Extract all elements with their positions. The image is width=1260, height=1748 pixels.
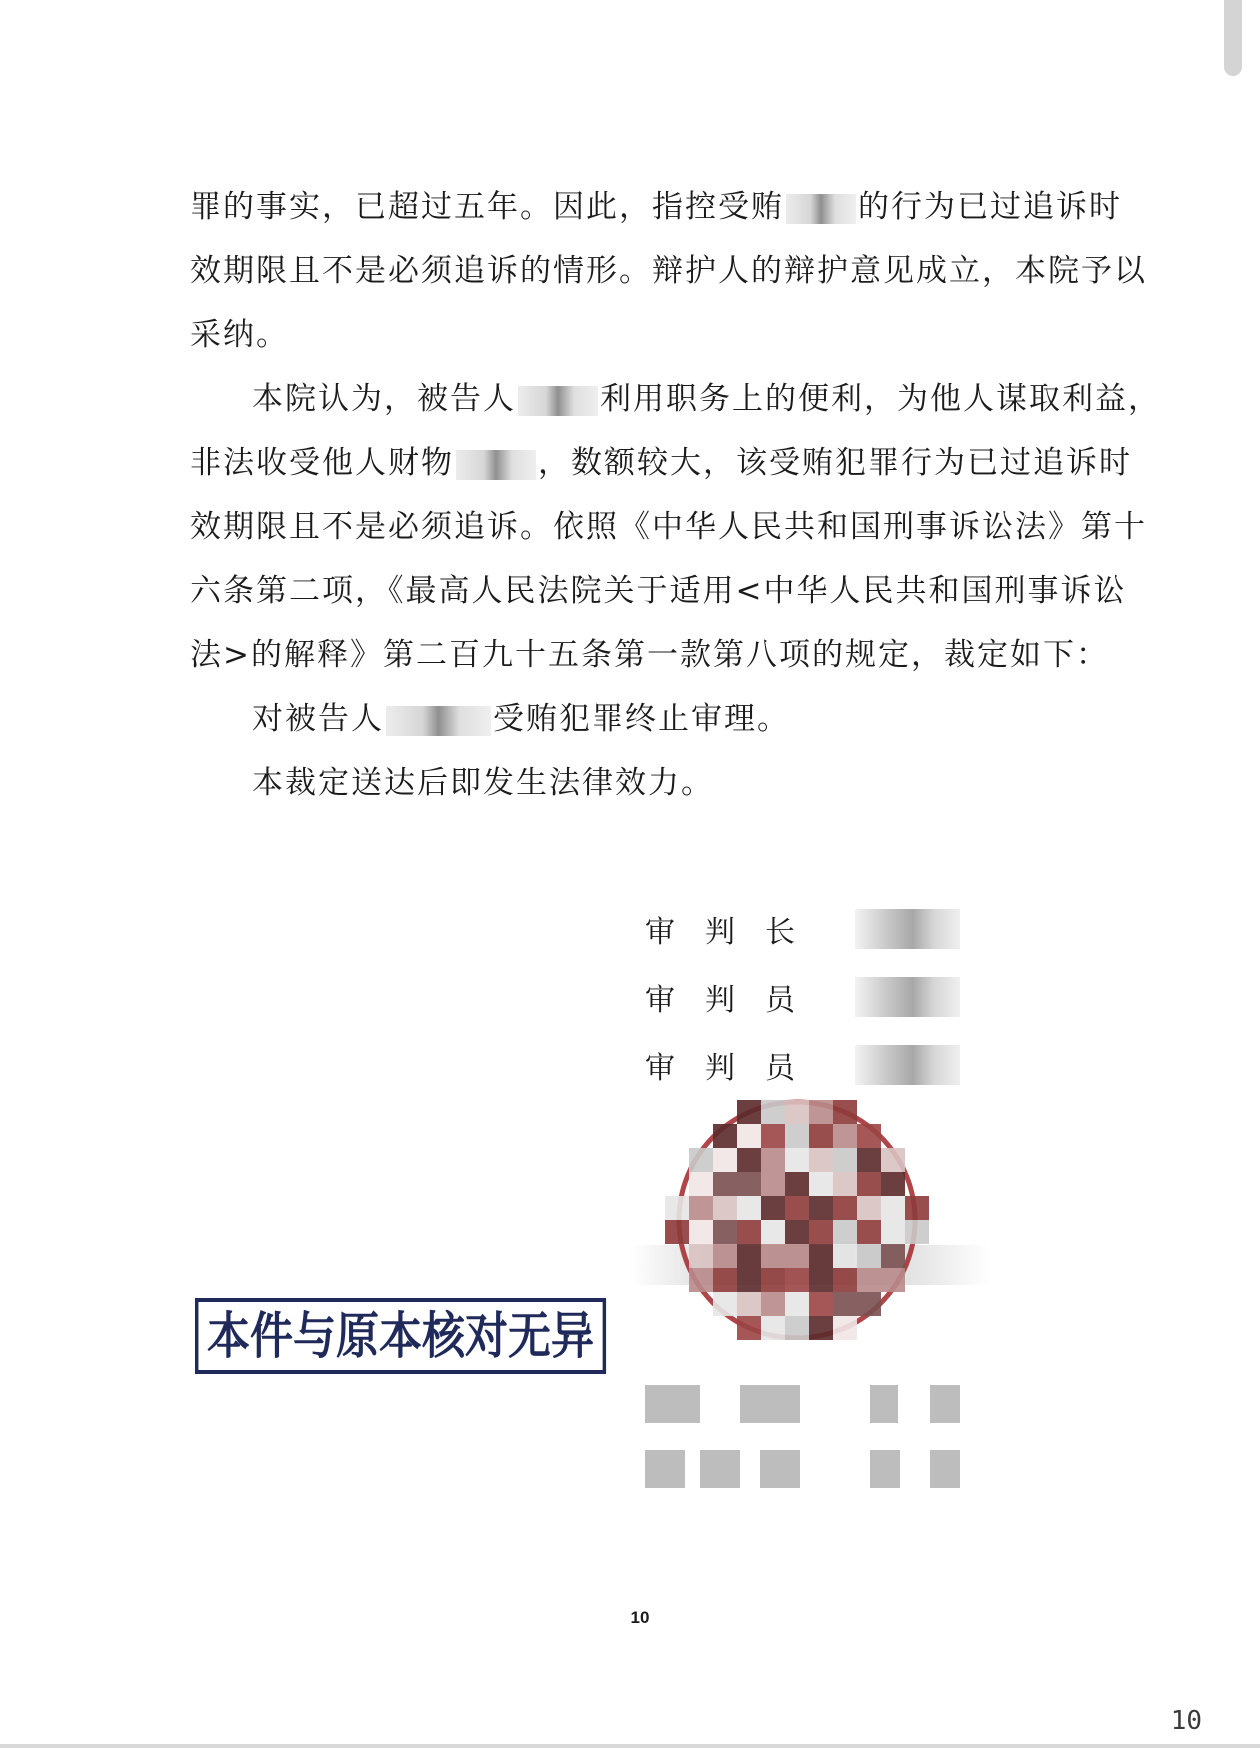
seal-mosaic-cell [713, 1244, 737, 1268]
seal-mosaic-cell [881, 1148, 905, 1172]
seal-mosaic-cell [689, 1148, 713, 1172]
redacted-judge-name [855, 1045, 960, 1085]
seal-mosaic-cell [857, 1220, 881, 1244]
seal-mosaic-cell [809, 1244, 833, 1268]
redacted-name [386, 706, 491, 736]
viewer-page-number: 10 [1170, 1706, 1202, 1736]
seal-mosaic-cell [833, 1292, 857, 1316]
chief-judge-row [645, 895, 960, 963]
signature-block [645, 895, 960, 1099]
seal-mosaic-cell [737, 1316, 761, 1340]
text-fragment: 受贿犯罪终止审理。 [493, 701, 790, 737]
court-seal-icon [665, 1090, 930, 1340]
text-fragment: 利用职务上的便利，为他人谋取利益， [600, 381, 1161, 417]
seal-mosaic-cell [761, 1196, 785, 1220]
text-fragment: ，数额较大，该受贿犯罪行为已过追诉时 [538, 445, 1132, 481]
text-line: 效期限且不是必须追诉的情形。辩护人的辩护意见成立，本院予以 [190, 253, 1147, 289]
seal-mosaic-cell [713, 1148, 737, 1172]
seal-mosaic-cell [857, 1172, 881, 1196]
seal-mosaic-cell [833, 1316, 857, 1340]
seal-mosaic-cell [881, 1268, 905, 1292]
seal-mosaic-cell [761, 1244, 785, 1268]
seal-mosaic-cell [689, 1244, 713, 1268]
text-line [190, 175, 1122, 239]
seal-mosaic-cell [785, 1172, 809, 1196]
seal-mosaic-cell [809, 1148, 833, 1172]
text-line [190, 367, 1161, 431]
scrollbar-thumb[interactable] [1224, 0, 1242, 76]
seal-mosaic-cell [761, 1316, 785, 1340]
seal-mosaic-cell [713, 1220, 737, 1244]
judge-title: 审判员 [645, 983, 825, 1018]
seal-mosaic-cell [881, 1220, 905, 1244]
seal-mosaic-cell [857, 1292, 881, 1316]
judge-row [645, 963, 960, 1031]
text-line: 六条第二项，《最高人民法院关于适用<中华人民共和国刑事诉讼 [190, 573, 1127, 609]
seal-mosaic-cell [809, 1316, 833, 1340]
judge-title: 审判员 [645, 1051, 825, 1086]
page-number: 10 [630, 1608, 650, 1627]
seal-mosaic-cell [689, 1172, 713, 1196]
seal-mosaic-cell [713, 1124, 737, 1148]
seal-mosaic-cell [737, 1100, 761, 1124]
seal-mosaic-cell [785, 1292, 809, 1316]
seal-mosaic-cell [713, 1268, 737, 1292]
redacted-judge-name [855, 909, 960, 949]
seal-mosaic-cell [905, 1196, 929, 1220]
redacted-amount [456, 450, 536, 480]
seal-mosaic-cell [785, 1196, 809, 1220]
redacted-date [645, 1385, 970, 1490]
ruling-line [190, 687, 1090, 751]
seal-mosaic-cell [785, 1220, 809, 1244]
seal-mosaic-cell [833, 1172, 857, 1196]
seal-mosaic-cell [737, 1220, 761, 1244]
chief-judge-title: 审判长 [645, 915, 825, 950]
seal-mosaic-cell [785, 1316, 809, 1340]
seal-mosaic-cell [857, 1196, 881, 1220]
text-line [190, 431, 1132, 495]
seal-mosaic-cell [833, 1268, 857, 1292]
text-fragment: 对被告人 [252, 701, 384, 737]
seal-mosaic-cell [857, 1268, 881, 1292]
seal-mosaic-cell [785, 1268, 809, 1292]
seal-mosaic-cell [761, 1268, 785, 1292]
seal-mosaic-cell [689, 1196, 713, 1220]
document-body [190, 175, 1161, 815]
seal-mosaic-cell [665, 1196, 689, 1220]
judge-row [645, 1031, 960, 1099]
seal-mosaic-cell [713, 1172, 737, 1196]
seal-mosaic-cell [737, 1268, 761, 1292]
seal-mosaic-cell [785, 1100, 809, 1124]
redacted-name [786, 194, 856, 224]
seal-mosaic-cell [689, 1268, 713, 1292]
bottom-divider [0, 1744, 1260, 1748]
seal-mosaic-cell [761, 1292, 785, 1316]
seal-mosaic-cell [809, 1292, 833, 1316]
seal-mosaic-cell [761, 1124, 785, 1148]
seal-mosaic-cell [737, 1196, 761, 1220]
seal-mosaic-cell [761, 1100, 785, 1124]
seal-mosaic-cell [809, 1268, 833, 1292]
seal-mosaic-cell [785, 1244, 809, 1268]
seal-mosaic-cell [881, 1172, 905, 1196]
seal-mosaic-cell [785, 1124, 809, 1148]
seal-mosaic-cell [785, 1148, 809, 1172]
seal-mosaic-cell [713, 1196, 737, 1220]
seal-mosaic-cell [737, 1124, 761, 1148]
text-line: 法>的解释》第二百九十五条第一款第八项的规定，裁定如下： [190, 637, 1109, 673]
certification-stamp: 本件与原本核对无异 [195, 1298, 606, 1374]
seal-mosaic-cell [833, 1100, 857, 1124]
seal-mosaic-cell [833, 1244, 857, 1268]
seal-mosaic-cell [761, 1172, 785, 1196]
seal-mosaic-cell [713, 1292, 737, 1316]
seal-mosaic-cell [905, 1220, 929, 1244]
seal-mosaic-cell [857, 1244, 881, 1268]
seal-mosaic-cell [809, 1124, 833, 1148]
seal-mosaic-cell [809, 1100, 833, 1124]
seal-mosaic-cell [857, 1124, 881, 1148]
seal-mosaic-cell [737, 1148, 761, 1172]
text-fragment: 非法收受他人财物 [190, 445, 454, 481]
seal-mosaic-cell [761, 1220, 785, 1244]
seal-mosaic-cell [833, 1124, 857, 1148]
redacted-judge-name [855, 977, 960, 1017]
text-fragment: 本院认为，被告人 [252, 381, 516, 417]
text-line: 效期限且不是必须追诉。依照《中华人民共和国刑事诉讼法》第十 [190, 509, 1147, 545]
seal-mosaic-cell [881, 1196, 905, 1220]
effect-line: 本裁定送达后即发生法律效力。 [252, 765, 714, 801]
seal-mosaic-cell [665, 1220, 689, 1244]
seal-mosaic-cell [881, 1244, 905, 1268]
seal-mosaic-cell [857, 1148, 881, 1172]
seal-mosaic-cell [737, 1172, 761, 1196]
seal-mosaic-cell [689, 1220, 713, 1244]
seal-mosaic-cell [833, 1220, 857, 1244]
redacted-name [518, 386, 598, 416]
seal-mosaic-cell [809, 1172, 833, 1196]
text-fragment: 的行为已过追诉时 [858, 189, 1122, 225]
text-line: 采纳。 [190, 317, 289, 353]
seal-mosaic-cell [761, 1148, 785, 1172]
text-fragment: 罪的事实，已超过五年。因此，指控受贿 [190, 189, 784, 225]
seal-mosaic-cell [737, 1292, 761, 1316]
seal-mosaic-cell [833, 1148, 857, 1172]
seal-mosaic-cell [809, 1220, 833, 1244]
seal-mosaic-cell [833, 1196, 857, 1220]
seal-mosaic-cell [809, 1196, 833, 1220]
seal-mosaic-cell [737, 1244, 761, 1268]
